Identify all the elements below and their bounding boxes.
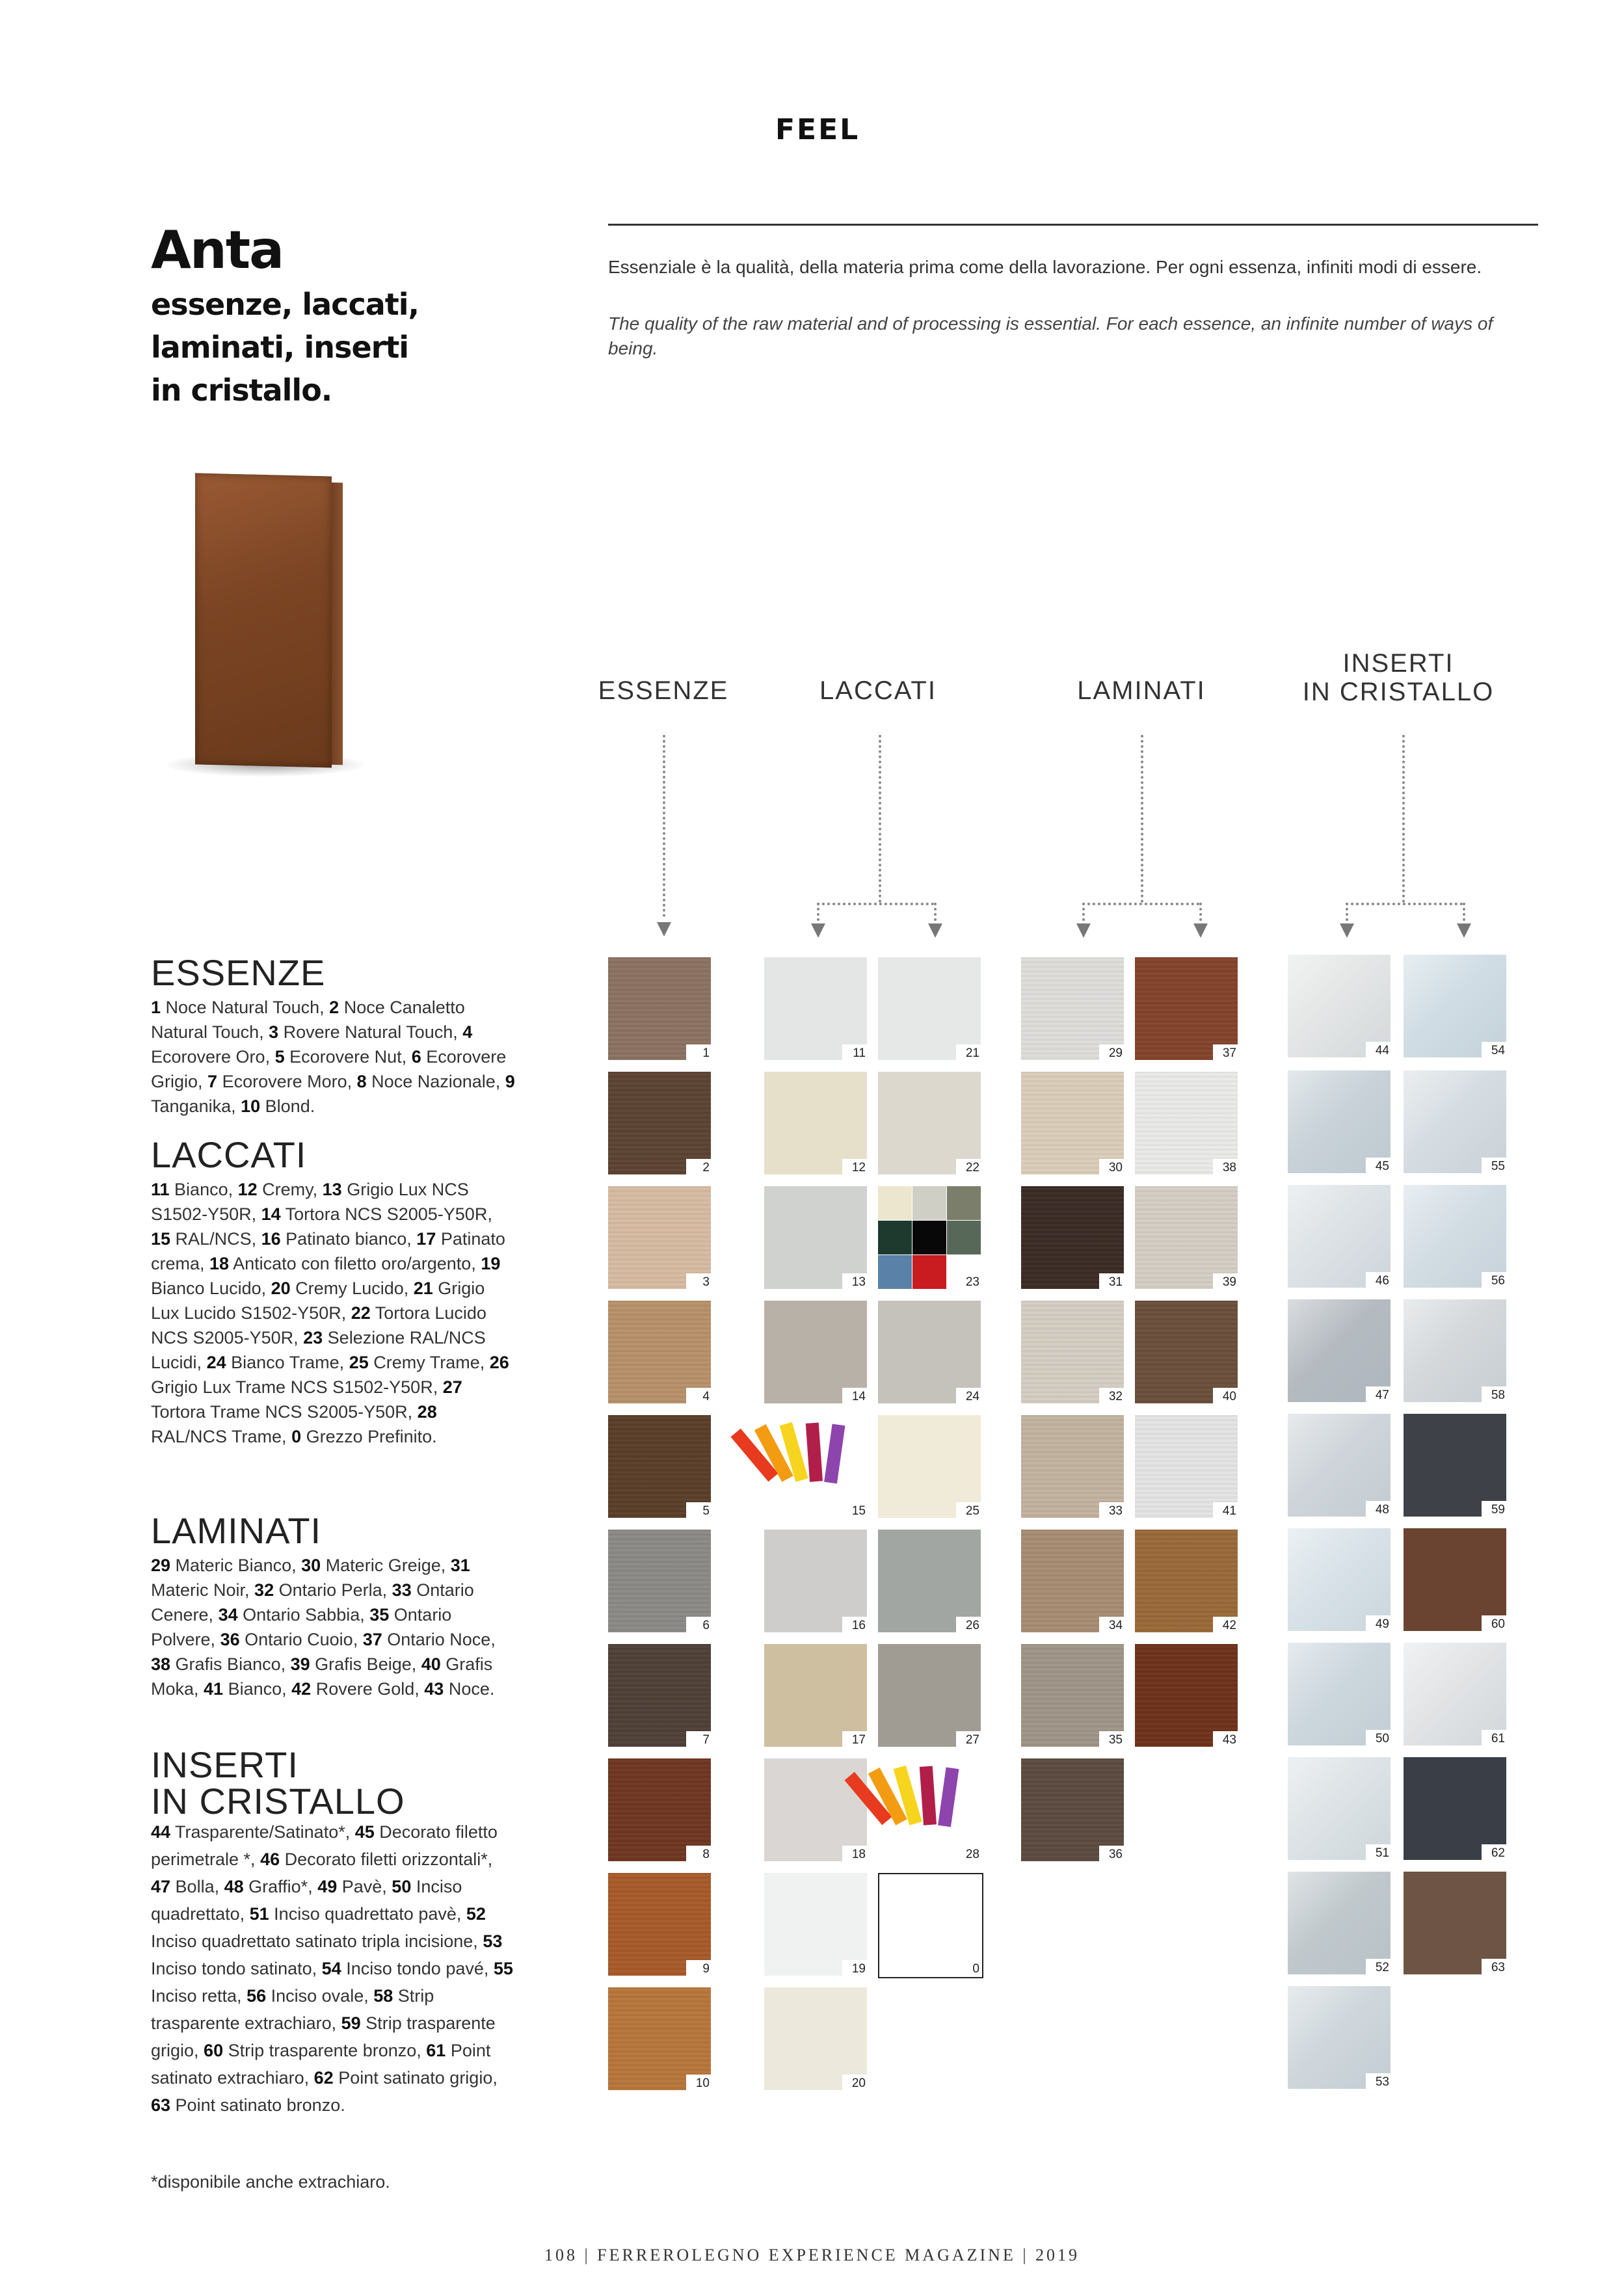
swatch-number: 3: [702, 1275, 710, 1289]
swatch-number: 32: [1108, 1390, 1123, 1403]
column-header-laminati: LAMINATI: [1077, 676, 1206, 705]
connector-inserti: [1402, 735, 1405, 903]
connector-laccati-left: [817, 903, 819, 921]
swatch-number: 59: [1491, 1503, 1505, 1517]
connector-inserti-right: [1463, 903, 1465, 921]
arrow-inserti-right: [1457, 923, 1471, 938]
column-header-inserti: INSERTI IN CRISTALLO: [1302, 649, 1495, 706]
arrow-laccati-right: [928, 923, 942, 938]
swatch-number: 42: [1222, 1619, 1236, 1632]
swatch-number: 24: [965, 1390, 979, 1403]
swatch-number: 21: [965, 1046, 979, 1060]
arrow-laccati-left: [811, 923, 825, 938]
connector-laccati-right: [934, 903, 937, 921]
connector-laminati-left: [1082, 903, 1085, 921]
page-subtitle: essenze, laccati, laminati, inserti in cristallo.: [151, 287, 419, 408]
swatch-number: 53: [1375, 2075, 1389, 2089]
intro-english: The quality of the raw material and of processing is essential. For each essence, an infinite number of ways of being.: [608, 313, 1493, 358]
arrow-laminati-left: [1076, 923, 1091, 938]
swatch-23-cell: [947, 1221, 981, 1254]
swatch-number: 0: [972, 1962, 979, 1976]
swatch-number: 34: [1108, 1619, 1123, 1632]
swatch-number: 20: [851, 2076, 866, 2090]
swatch-number: 44: [1375, 1044, 1389, 1057]
swatch-23-cell: [912, 1186, 946, 1220]
connector-laminati: [1141, 735, 1143, 903]
swatch-number: 33: [1108, 1504, 1123, 1518]
swatch-number: 25: [965, 1504, 979, 1518]
swatch-23-cell: [878, 1186, 912, 1220]
divider-line: [608, 224, 1538, 226]
swatch-number: 49: [1375, 1617, 1389, 1631]
connector-laminati-branch: [1082, 903, 1199, 905]
legend-title-laccati: LACCATI: [151, 1134, 307, 1175]
connector-inserti-left: [1346, 903, 1348, 921]
arrow-laminati-right: [1193, 923, 1208, 938]
swatch-number: 58: [1491, 1388, 1505, 1402]
swatch-number: 18: [851, 1848, 866, 1861]
swatch-number: 48: [1375, 1503, 1389, 1517]
swatch-number: 9: [702, 1962, 710, 1976]
swatch-number: 63: [1491, 1961, 1505, 1974]
arrow-inserti-left: [1340, 923, 1354, 938]
swatch-number: 13: [851, 1275, 866, 1289]
connector-laccati: [879, 735, 881, 903]
column-header-essenze: ESSENZE: [598, 676, 729, 705]
swatch-number: 35: [1108, 1733, 1123, 1747]
connector-laccati-branch: [817, 903, 934, 905]
swatch-number: 26: [965, 1619, 979, 1632]
swatch-number: 56: [1491, 1274, 1505, 1288]
swatch-number: 30: [1108, 1161, 1123, 1174]
swatch-number: 16: [851, 1619, 866, 1632]
swatch-number: 10: [695, 2076, 710, 2090]
swatch-23-cell: [947, 1186, 981, 1220]
swatch-number: 50: [1375, 1732, 1389, 1745]
swatch-number: 28: [965, 1848, 979, 1861]
column-header-laccati: LACCATI: [819, 676, 937, 705]
swatch-number: 6: [702, 1619, 710, 1632]
door-image: [195, 473, 332, 767]
swatch-number: 46: [1375, 1274, 1389, 1288]
legend-text-laminati: 29 Materic Bianco, 30 Materic Greige, 31 Materic Noir, 32 Ontario Perla, 33 Ontario Cenere, 34 Ontario Sabbia, 35 Ontario Polvere, 36 Ontario Cuoio, 37 Ontario Noce, 38 Grafis Bianco, 39 Grafis Beige, 40 Grafis Moka, 41 Bianco, 42 Rovere Gold, 43 Noce.: [151, 1556, 496, 1699]
legend-text-inserti: 44 Trasparente/Satinato*, 45 Decorato filetto perimetrale *, 46 Decorato filetti orizzontali*, 47 Bolla, 48 Graffio*, 49 Pavè, 50 Inciso quadrettato, 51 Inciso quadrettato pavè, 52 Inciso quadrettato satinato tripla incisione, 53 Inciso tondo satinato, 54 Inciso tondo pavé, 55 Inciso retta, 56 Inciso ovale, 58 Strip trasparente extrachiaro, 59 Strip trasparente grigio, 60 Strip trasparente bronzo, 61 Point satinato extrachiaro, 62 Point satinato grigio, 63 Point satinato bronzo.: [151, 1822, 513, 2115]
swatch-number: 4: [702, 1390, 710, 1403]
swatch-23-cell: [878, 1255, 912, 1289]
swatch-number: 60: [1491, 1617, 1505, 1631]
swatch-number: 61: [1491, 1732, 1505, 1745]
swatch-number: 38: [1222, 1161, 1236, 1174]
swatch-number: 62: [1491, 1846, 1505, 1860]
legend-title-laminati: LAMINATI: [151, 1510, 322, 1551]
swatch-number: 55: [1491, 1160, 1505, 1173]
connector-essenze: [663, 735, 665, 917]
swatch-number: 1: [702, 1046, 710, 1060]
intro-italian: Essenziale è la qualità, della materia prima come della lavorazione. Per ogni essenza, infiniti modi di essere.: [608, 257, 1482, 277]
connector-laminati-right: [1199, 903, 1202, 921]
color-fan-strip: [920, 1766, 937, 1825]
swatch-number: 52: [1375, 1961, 1389, 1974]
page-title: Anta: [151, 220, 284, 280]
swatch-23-cell: [912, 1255, 946, 1289]
swatch-number: 22: [965, 1161, 979, 1174]
swatch-number: 39: [1222, 1275, 1236, 1289]
swatch-number: 29: [1108, 1046, 1123, 1060]
swatch-number: 41: [1222, 1504, 1236, 1518]
swatch-number: 19: [851, 1962, 866, 1976]
swatch-number: 8: [702, 1848, 710, 1861]
page-footer: 108 | FERREROLEGNO EXPERIENCE MAGAZINE | 2019: [544, 2246, 1080, 2264]
swatch-number: 36: [1108, 1848, 1123, 1861]
swatch-number: 23: [965, 1275, 979, 1289]
swatch-number: 45: [1375, 1160, 1389, 1173]
legend-text-laccati: 11 Bianco, 12 Cremy, 13 Grigio Lux NCS S1502-Y50R, 14 Tortora NCS S2005-Y50R, 15 RAL/NCS, 16 Patinato bianco, 17 Patinato crema, 18 Anticato con filetto oro/argento, 19 Bianco Lucido, 20 Cremy Lucido, 21 Grigio Lux Lucido S1502-Y50R, 22 Tortora Lucido NCS S2005-Y50R, 23 Selezione RAL/NCS Lucidi, 24 Bianco Trame, 25 Cremy Trame, 26 Grigio Lux Trame NCS S1502-Y50R, 27 Tortora Trame NCS S2005-Y50R, 28 RAL/NCS Trame, 0 Grezzo Prefinito.: [151, 1180, 509, 1446]
arrow-essenze: [657, 922, 671, 936]
legend-title-essenze: ESSENZE: [151, 952, 326, 993]
color-fan-strip: [824, 1424, 845, 1483]
connector-inserti-branch: [1346, 903, 1463, 905]
swatch-number: 17: [851, 1733, 866, 1747]
swatch-number: 5: [702, 1504, 710, 1518]
swatch-number: 7: [702, 1733, 710, 1747]
swatch-number: 11: [853, 1046, 866, 1060]
legend-text-essenze: 1 Noce Natural Touch, 2 Noce Canaletto Natural Touch, 3 Rovere Natural Touch, 4 Ecorovere Oro, 5 Ecorovere Nut, 6 Ecorovere Grigio, 7 Ecorovere Moro, 8 Noce Nazionale, 9 Tanganika, 10 Blond.: [151, 998, 515, 1116]
brand-logo: FEEL: [775, 113, 860, 146]
color-fan-strip: [806, 1423, 823, 1482]
swatch-number: 27: [965, 1733, 979, 1747]
swatch-number: 43: [1222, 1733, 1236, 1747]
swatch-23-cell: [878, 1221, 912, 1254]
swatch-number: 40: [1222, 1390, 1236, 1403]
legend-title-inserti: INSERTI IN CRISTALLO: [151, 1744, 405, 1822]
swatch-number: 31: [1108, 1275, 1123, 1289]
swatch-number: 14: [851, 1390, 866, 1403]
swatch-number: 54: [1491, 1044, 1505, 1057]
swatch-23-cell: [912, 1221, 946, 1254]
swatch-number: 37: [1222, 1046, 1236, 1060]
swatch-number: 15: [851, 1504, 866, 1518]
color-fan-strip: [938, 1767, 959, 1827]
swatch-number: 51: [1375, 1846, 1389, 1860]
swatch-number: 12: [851, 1161, 866, 1174]
footnote: *disponibile anche extrachiaro.: [151, 2172, 390, 2192]
swatch-number: 47: [1375, 1388, 1389, 1402]
swatch-number: 2: [702, 1161, 710, 1174]
